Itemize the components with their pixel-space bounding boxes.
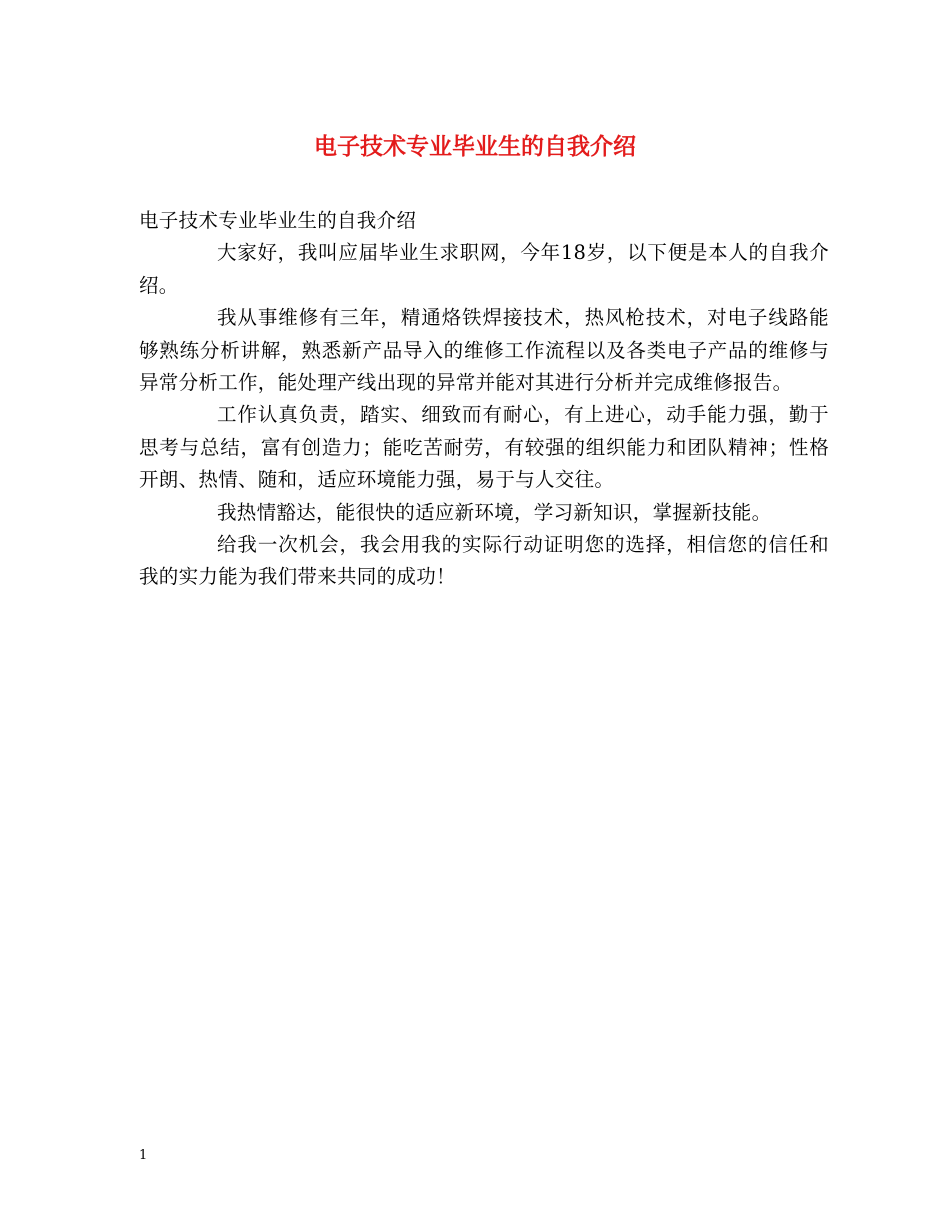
document-title: 电子技术专业毕业生的自我介绍 [314,134,636,160]
paragraph-closing: 给我一次机会，我会用我的实际行动证明您的选择，相信您的信任和我的实力能为我们带来共同的成功！ [139,533,829,589]
document-body [139,205,829,594]
paragraph-adaptability: 我热情豁达，能很快的适应新环境，学习新知识，掌握新技能。 [217,500,772,524]
paragraph-experience: 我从事维修有三年，精通烙铁焊接技术，热风枪技术，对电子线路能够熟练分析讲解，熟悉新产品导入的维修工作流程以及各类电子产品的维修与异常分析工作，能处理产线出现的异常并能对其进行分析并完成维修报告。 [139,306,829,395]
body-heading: 电子技术专业毕业生的自我介绍 [139,209,417,232]
paragraph-greeting: 大家好，我叫应届毕业生求职网，今年18岁，以下便是本人的自我介绍。 [139,241,829,297]
paragraph-work-attitude: 工作认真负责，踏实、细致而有耐心，有上进心，动手能力强，勤于思考与总结，富有创造力；能吃苦耐劳，有较强的组织能力和团队精神；性格开朗、热情、随和，适应环境能力强，易于与人交往。 [139,403,829,492]
page-number: 1 [139,1148,148,1163]
